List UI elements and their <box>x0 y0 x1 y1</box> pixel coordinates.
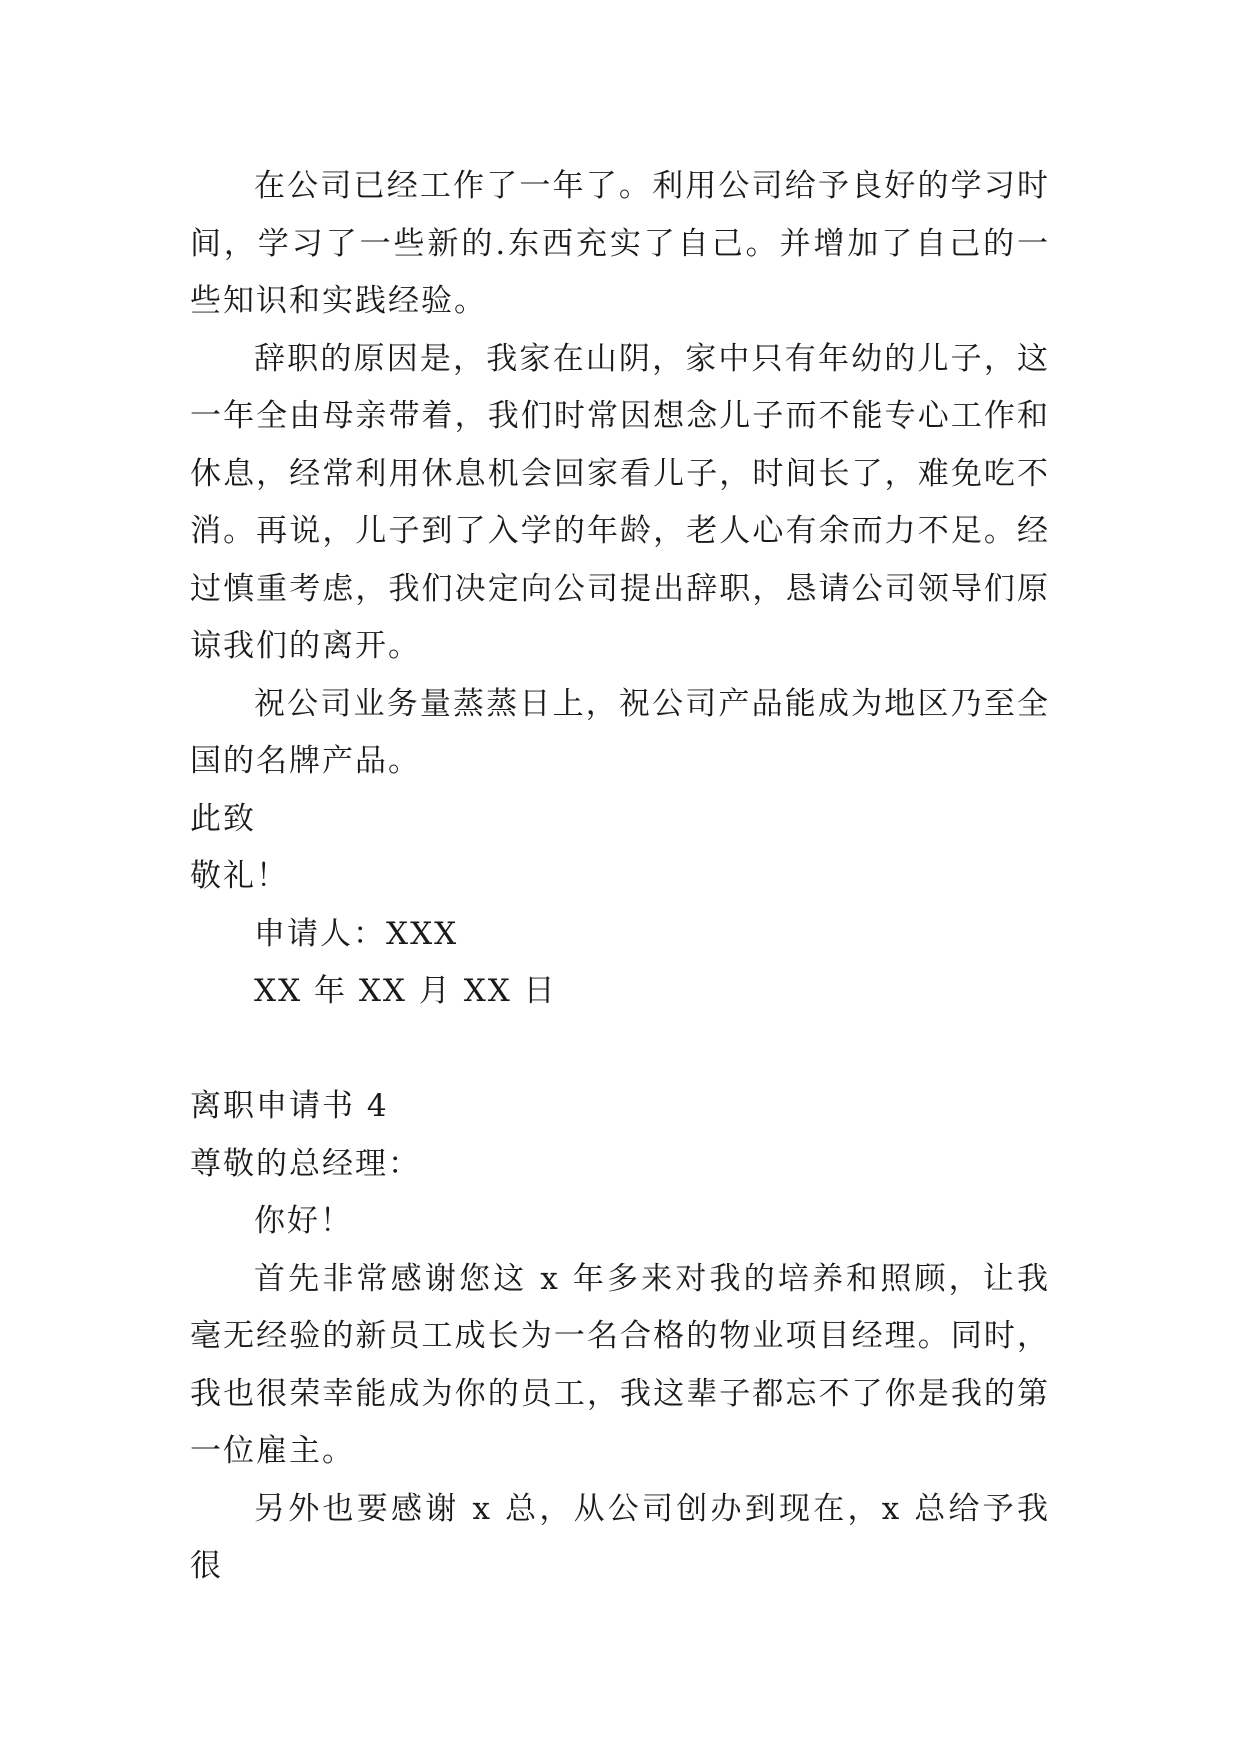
paragraph: 首先非常感谢您这 x 年多来对我的培养和照顾，让我毫无经验的新员工成长为一名合格的物业项目经理。同时，我也很荣幸能成为你的员工，我这辈子都忘不了你是我的第一位雇主。 <box>190 1260 1050 1469</box>
document-body <box>190 158 1050 1596</box>
closing-line: 敬礼！ <box>190 858 289 894</box>
section-spacer <box>190 1021 1050 1079</box>
paragraph: 祝公司业务量蒸蒸日上，祝公司产品能成为地区乃至全国的名牌产品。 <box>190 685 1050 779</box>
applicant-signature: 申请人：XXX <box>254 915 459 952</box>
greeting: 你好！ <box>254 1203 353 1239</box>
paragraph: 辞职的原因是，我家在山阴，家中只有年幼的儿子，这一年全由母亲带着，我们时常因想念儿子而不能专心工作和休息，经常利用休息机会回家看儿子，时间长了，难免吃不消。再说，儿子到了入学的年龄，老人心有余而力不足。经过慎重考虑，我们决定向公司提出辞职，恳请公司领导们原谅我们的离开。 <box>190 340 1050 664</box>
paragraph: 另外也要感谢 x 总，从公司创办到现在，x 总给予我很 <box>190 1490 1050 1584</box>
paragraph: 在公司已经工作了一年了。利用公司给予良好的学习时间，学习了一些新的.东西充实了自己。并增加了自己的一些知识和实践经验。 <box>190 168 1050 319</box>
salutation: 尊敬的总经理： <box>190 1145 421 1182</box>
closing-line: 此致 <box>190 800 256 837</box>
section-title: 离职申请书 4 <box>190 1088 389 1124</box>
signature-date: XX 年 XX 月 XX 日 <box>254 973 557 1009</box>
